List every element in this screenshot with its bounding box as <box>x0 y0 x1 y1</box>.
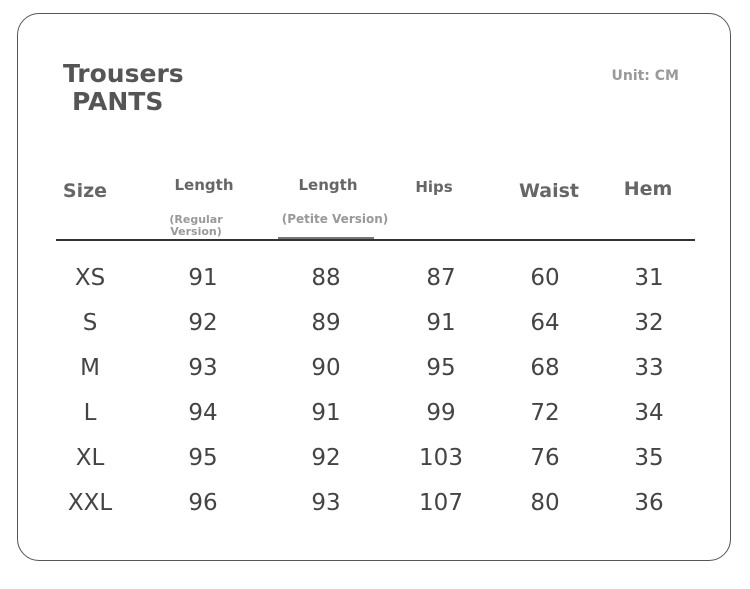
cell-size: XS <box>74 265 106 291</box>
cell-hem: 32 <box>634 310 664 336</box>
header-hem: Hem <box>623 178 673 200</box>
cell-size: M <box>80 355 100 381</box>
cell-size: S <box>82 310 98 336</box>
cell-hem: 33 <box>634 355 664 381</box>
header-size: Size <box>62 180 108 202</box>
header-length-regular: Length <box>174 176 234 194</box>
table-row <box>0 301 750 346</box>
cell-waist: 72 <box>530 400 560 426</box>
header-length-regular-sub: (Regular Version) <box>169 213 223 238</box>
table-row <box>0 391 750 436</box>
cell-length-petite: 91 <box>311 400 341 426</box>
cell-length-regular: 96 <box>188 490 218 516</box>
cell-waist: 76 <box>530 445 560 471</box>
cell-hips: 107 <box>419 490 463 516</box>
cell-length-regular: 95 <box>188 445 218 471</box>
cell-length-petite: 90 <box>311 355 341 381</box>
header-waist: Waist <box>518 180 580 202</box>
cell-hips: 91 <box>426 310 456 336</box>
cell-length-regular: 94 <box>188 400 218 426</box>
table-row <box>0 256 750 301</box>
cell-size: XXL <box>67 490 113 516</box>
cell-length-petite: 89 <box>311 310 341 336</box>
cell-length-regular: 91 <box>188 265 218 291</box>
cell-hips: 87 <box>426 265 456 291</box>
table-row <box>0 436 750 481</box>
chart-title-line1: Trousers <box>63 59 184 88</box>
cell-hem: 31 <box>634 265 664 291</box>
cell-waist: 80 <box>530 490 560 516</box>
cell-hips: 103 <box>419 445 463 471</box>
cell-length-regular: 93 <box>188 355 218 381</box>
header-length-petite: Length <box>298 176 358 194</box>
cell-hem: 34 <box>634 400 664 426</box>
cell-size: XL <box>75 445 105 471</box>
table-row <box>0 481 750 526</box>
chart-title-line2: PANTS <box>72 87 164 116</box>
cell-hips: 95 <box>426 355 456 381</box>
table-row <box>0 346 750 391</box>
header-length-petite-sub: (Petite Version) <box>281 212 389 226</box>
cell-size: L <box>83 400 97 426</box>
cell-waist: 60 <box>530 265 560 291</box>
cell-hem: 36 <box>634 490 664 516</box>
cell-hem: 35 <box>634 445 664 471</box>
cell-length-petite: 93 <box>311 490 341 516</box>
cell-length-regular: 92 <box>188 310 218 336</box>
cell-length-petite: 88 <box>311 265 341 291</box>
cell-length-petite: 92 <box>311 445 341 471</box>
header-hips: Hips <box>415 178 453 196</box>
cell-waist: 64 <box>530 310 560 336</box>
cell-hips: 99 <box>426 400 456 426</box>
cell-waist: 68 <box>530 355 560 381</box>
unit-label: Unit: CM <box>611 68 679 84</box>
header-divider <box>56 239 695 241</box>
